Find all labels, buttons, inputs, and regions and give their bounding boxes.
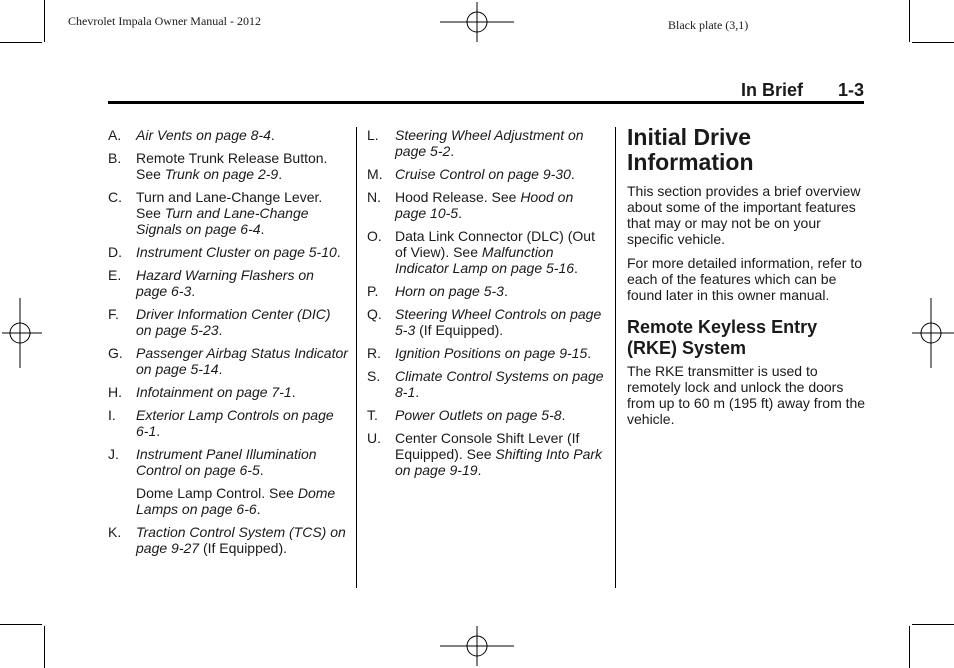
item-text: . <box>450 143 455 159</box>
item-letter: D. <box>108 244 122 260</box>
item-text: . <box>259 462 264 478</box>
item-letter: B. <box>108 150 122 166</box>
item-letter: H. <box>108 384 122 400</box>
cross-reference: Dome Lamps on page 6-6 <box>136 485 336 517</box>
item-letter: M. <box>367 166 383 182</box>
item-text: . <box>278 166 283 182</box>
list-item <box>108 345 348 377</box>
item-letter: L. <box>367 127 379 143</box>
cross-reference: Ignition Positions on page 9-15 <box>395 345 588 361</box>
item-letter: R. <box>367 345 381 361</box>
column-divider <box>615 127 616 588</box>
cross-reference: Horn on page 5-3 <box>395 283 504 299</box>
cross-reference: Passenger Airbag Status Indicator on page 5-14 <box>136 345 348 377</box>
manual-title: Chevrolet Impala Owner Manual - 2012 <box>68 14 261 28</box>
item-text: . <box>570 166 575 182</box>
list-item <box>108 267 348 299</box>
item-text: . <box>336 244 341 260</box>
column-divider <box>356 127 357 588</box>
crop-mark <box>44 0 45 42</box>
item-letter: O. <box>367 228 382 244</box>
list-item <box>367 345 607 361</box>
item-text: . <box>218 322 223 338</box>
header-rule <box>108 101 864 104</box>
item-letter: S. <box>367 368 381 384</box>
registration-mark-left <box>2 298 42 368</box>
cross-reference: Driver Information Center (DIC) on page 5-23 <box>136 306 331 338</box>
list-item <box>367 166 607 182</box>
crop-mark <box>912 624 954 625</box>
list-item <box>367 127 607 159</box>
registration-mark-bottom <box>440 626 514 666</box>
cross-reference: Hood on page 10-5 <box>395 189 574 221</box>
list-item <box>108 384 348 400</box>
cross-reference: Instrument Cluster on page 5-10 <box>136 244 337 260</box>
crop-mark <box>912 42 954 43</box>
cross-reference: Cruise Control on page 9-30 <box>395 166 571 182</box>
crop-mark <box>0 624 42 625</box>
callout-list-left <box>108 127 348 563</box>
list-item <box>108 446 348 478</box>
list-item <box>108 244 348 260</box>
cross-reference: Infotainment on page 7-1 <box>136 384 292 400</box>
item-text: . <box>191 283 196 299</box>
item-letter: K. <box>108 524 122 540</box>
item-letter: J. <box>108 446 119 462</box>
crop-mark <box>0 42 42 43</box>
list-item <box>367 283 607 299</box>
item-text: . <box>218 361 223 377</box>
list-item <box>367 306 607 338</box>
item-letter: N. <box>367 189 381 205</box>
item-letter: U. <box>367 430 381 446</box>
item-text: . <box>156 423 161 439</box>
list-item <box>108 189 348 237</box>
registration-mark-right <box>912 298 954 368</box>
item-text: Remote Trunk Release Button. See <box>136 150 328 182</box>
callout-list-middle <box>367 127 607 485</box>
cross-reference: Turn and Lane-Change Signals on page 6-4 <box>136 205 309 237</box>
item-text: . <box>415 384 420 400</box>
crop-mark <box>909 0 910 42</box>
item-text: . <box>260 221 265 237</box>
cross-reference: Shifting Into Park on page 9-19 <box>395 446 603 478</box>
crop-mark <box>909 626 910 668</box>
item-text: Hood Release. See <box>395 189 521 205</box>
item-letter: G. <box>108 345 123 361</box>
cross-reference: Traction Control System (TCS) on page 9-27 <box>136 524 346 556</box>
item-text: Data Link Connector (DLC) (Out of View). See <box>395 228 595 260</box>
item-text: . <box>291 384 296 400</box>
cross-reference: Hazard Warning Flashers on page 6-3 <box>136 267 314 299</box>
cross-reference: Instrument Panel Illumination Control on page 6-5 <box>136 446 317 478</box>
list-item <box>108 485 348 517</box>
cross-reference: Trunk on page 2-9 <box>164 166 279 182</box>
item-letter: E. <box>108 267 122 283</box>
item-text: Turn and Lane-Change Lever. See <box>136 189 323 221</box>
right-column <box>627 125 867 435</box>
cross-reference: Power Outlets on page 5-8 <box>395 407 562 423</box>
item-letter: A. <box>108 127 122 143</box>
item-text: (If Equipped). <box>415 322 504 338</box>
item-letter: I. <box>108 407 116 423</box>
rke-paragraph: The RKE transmitter is used to remotely lock and unlock the doors from up to 60 m (195 ft) away from the vehicle. <box>627 363 866 427</box>
item-text: . <box>477 462 482 478</box>
list-item <box>367 189 607 221</box>
list-item <box>108 127 348 143</box>
list-item <box>367 228 607 276</box>
cross-reference: Malfunction Indicator Lamp on page 5-16 <box>395 244 575 276</box>
list-item <box>108 407 348 439</box>
crop-mark <box>44 626 45 668</box>
item-text: (If Equipped). <box>199 540 287 556</box>
list-item <box>367 430 607 478</box>
cross-reference: Climate Control Systems on page 8-1 <box>395 368 604 400</box>
item-letter: T. <box>367 407 378 423</box>
item-letter: F. <box>108 306 119 322</box>
list-item <box>367 368 607 400</box>
plate-label: Black plate (3,1) <box>668 18 749 32</box>
item-text: . <box>587 345 592 361</box>
item-letter: C. <box>108 189 122 205</box>
cross-reference: Steering Wheel Adjustment on page 5-2 <box>395 127 584 159</box>
cross-reference: Steering Wheel Controls on page 5-3 <box>395 306 602 338</box>
item-text: . <box>574 260 578 276</box>
section-title: In Brief <box>741 80 804 100</box>
item-letter: P. <box>367 283 379 299</box>
list-item <box>108 150 348 182</box>
item-text: Center Console Shift Lever (If Equipped). See <box>395 430 580 462</box>
list-item <box>108 306 348 338</box>
item-text: . <box>458 205 462 221</box>
list-item <box>108 524 348 556</box>
item-text: . <box>270 127 275 143</box>
subheading-rke: Remote Keyless Entry (RKE) System <box>627 317 818 358</box>
item-text: Dome Lamp Control. See <box>136 485 298 501</box>
intro-paragraph: For more detailed information, refer to each of the features which can be found later in this owner manual. <box>627 255 862 303</box>
page-number: 1-3 <box>838 80 865 100</box>
page-heading: Initial Drive Information <box>627 124 754 175</box>
item-text: . <box>561 407 566 423</box>
cross-reference: Air Vents on page 8-4 <box>136 127 271 143</box>
cross-reference: Exterior Lamp Controls on page 6-1 <box>136 407 334 439</box>
item-letter: Q. <box>367 306 382 322</box>
item-text: . <box>503 283 508 299</box>
registration-mark-top <box>440 2 514 42</box>
list-item <box>367 407 607 423</box>
intro-paragraph: This section provides a brief overview about some of the important features that may or may not be on your specific vehicle. <box>627 183 861 247</box>
item-text: . <box>256 501 261 517</box>
